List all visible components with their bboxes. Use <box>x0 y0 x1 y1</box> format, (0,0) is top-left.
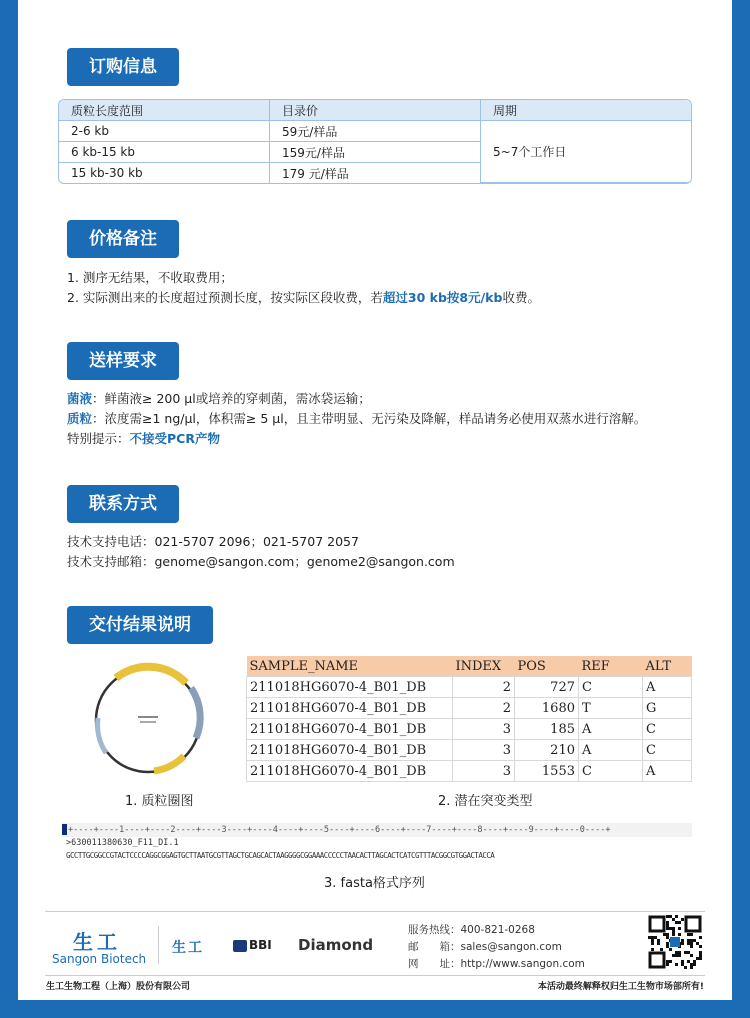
contact-phone: 技术支持电话：021-5707 2096；021-5707 2057 <box>67 534 359 549</box>
qr-module <box>687 960 690 963</box>
map-center-label-2 <box>140 721 156 723</box>
footer-website: 网 址：http://www.sangon.com <box>408 958 585 970</box>
table-row <box>247 740 692 761</box>
qr-module <box>684 966 687 969</box>
alt-cell: A <box>643 677 692 698</box>
header-ref: REF <box>579 656 643 677</box>
index-cell: 2 <box>453 698 515 719</box>
qr-module <box>678 921 681 924</box>
qr-module <box>678 927 681 930</box>
pos-cell: 1680 <box>515 698 579 719</box>
brand-logo-cn: 生工 <box>73 930 121 954</box>
qr-module <box>666 960 669 963</box>
footer-disclaimer: 本活动最终解释权归生工生物市场部所有! <box>537 982 704 992</box>
price-note-2-end: 收费。 <box>502 290 540 305</box>
ref-cell: A <box>579 740 643 761</box>
ruler-cursor <box>62 824 67 835</box>
length-cell: 6 kb-15 kb <box>59 142 270 163</box>
qr-module <box>678 954 681 957</box>
qr-module <box>672 933 675 936</box>
qr-module <box>690 939 693 942</box>
section-title-price-note: 价格备注 <box>67 220 179 258</box>
qr-module <box>687 951 690 954</box>
section-title-contact: 联系方式 <box>67 485 179 523</box>
header-pos: POS <box>515 656 579 677</box>
fasta-sequence: GCCTTGCGGCCGTACTCCCCAGGCGGAGTGCTTAATGCGTTAGCTGCAGCACTAAGGGGCGGAAACCCCCTAACACTTAGCACTCATCGTTTACGGCGTGGACTACCA <box>66 851 495 860</box>
qr-module <box>666 927 669 930</box>
price-note-2-highlight: 超过30 kb按8元/kb <box>382 290 503 305</box>
sample-cell: 211018HG6070-4_B01_DB <box>247 761 453 782</box>
qr-module <box>693 963 696 966</box>
ruler-text: +----+----1----+----2----+----3----+----4----+----5----+----6----+----7----+----8----+----9----+----0----+ <box>68 825 611 835</box>
qr-module <box>666 963 669 966</box>
qr-module <box>678 933 681 936</box>
ref-cell: C <box>579 761 643 782</box>
length-cell: 2-6 kb <box>59 121 270 142</box>
fasta-header: >630011380630_F11_DI.1 <box>66 838 179 848</box>
footer-hotline: 服务热线：400-821-0268 <box>408 924 535 936</box>
price-note-2-text: 2. 实际测出来的长度超过预测长度，按实际区段收费，若 <box>67 290 383 305</box>
feature-arc-yellow-2 <box>154 756 184 771</box>
index-cell: 3 <box>453 719 515 740</box>
table-row <box>247 719 692 740</box>
qr-module <box>699 945 702 948</box>
qr-module <box>666 924 669 927</box>
feature-arc-yellow <box>116 667 186 683</box>
index-cell: 2 <box>453 677 515 698</box>
footer-email: 邮 箱：sales@sangon.com <box>408 941 562 953</box>
qr-module <box>690 963 693 966</box>
qr-module <box>669 948 672 951</box>
qr-module <box>672 954 675 957</box>
bbi-logo <box>233 938 272 952</box>
qr-module <box>675 951 678 954</box>
qr-module <box>666 942 669 945</box>
qr-module <box>690 954 693 957</box>
qr-module <box>693 960 696 963</box>
header-index: INDEX <box>453 656 515 677</box>
qr-module <box>699 957 702 960</box>
alt-cell: A <box>643 761 692 782</box>
qr-module <box>657 942 660 945</box>
price-note-2 <box>67 288 540 308</box>
qr-module <box>681 960 684 963</box>
alt-cell: G <box>643 698 692 719</box>
sample-bacteria <box>67 389 371 409</box>
bbi-logo-text: BBI <box>249 938 272 952</box>
qr-module <box>687 942 690 945</box>
qr-module <box>672 927 675 930</box>
qr-module <box>678 951 681 954</box>
sample-cell: 211018HG6070-4_B01_DB <box>247 677 453 698</box>
map-center-label <box>138 716 158 718</box>
table-row <box>247 761 692 782</box>
logo-divider <box>158 926 159 964</box>
header-length-range: 质粒长度范围 <box>59 100 270 121</box>
qr-module <box>669 960 672 963</box>
section-title-delivery: 交付结果说明 <box>67 606 213 644</box>
qr-module <box>681 942 684 945</box>
qr-module <box>681 918 684 921</box>
qr-module <box>675 954 678 957</box>
pos-cell: 1553 <box>515 761 579 782</box>
footer-company: 生工生物工程（上海）股份有限公司 <box>46 982 191 992</box>
qr-module <box>681 939 684 942</box>
period-cell: 5~7个工作日 <box>481 121 691 183</box>
qr-module <box>666 921 669 924</box>
pos-cell: 185 <box>515 719 579 740</box>
table-header-row <box>59 100 691 121</box>
header-period: 周期 <box>481 100 691 121</box>
ref-cell: T <box>579 698 643 719</box>
brand-logo-en: Sangon Biotech <box>52 952 147 966</box>
qr-module <box>651 939 654 942</box>
qr-module <box>651 936 654 939</box>
special-highlight: 不接受PCR产物 <box>129 431 220 446</box>
price-cell: 179 元/样品 <box>270 163 481 183</box>
bacteria-text: ：鲜菌液≥ 200 μl或培养的穿刺菌，需冰袋运输； <box>92 391 371 406</box>
qr-code <box>648 915 702 969</box>
bbi-logo-icon <box>233 940 247 952</box>
price-cell: 159元/样品 <box>270 142 481 163</box>
header-list-price: 目录价 <box>270 100 481 121</box>
footer-divider-top <box>45 911 705 912</box>
qr-module <box>666 915 669 918</box>
qr-module <box>690 933 693 936</box>
qr-module <box>696 957 699 960</box>
qr-module <box>681 963 684 966</box>
alt-cell: C <box>643 740 692 761</box>
qr-module <box>654 936 657 939</box>
qr-module <box>672 918 675 921</box>
qr-module <box>675 915 678 918</box>
footer-divider-bottom <box>45 975 705 976</box>
price-note-1: 1. 测序无结果，不收取费用； <box>67 270 233 285</box>
table-row <box>247 698 692 719</box>
plasmid-map <box>76 658 226 778</box>
sample-plasmid <box>67 409 646 429</box>
feature-arc-grey <box>191 688 200 738</box>
qr-module <box>669 915 672 918</box>
mutation-table <box>246 656 692 782</box>
pos-cell: 727 <box>515 677 579 698</box>
table-row <box>247 677 692 698</box>
qr-module <box>666 933 669 936</box>
brand-logo-sangon: 生工 <box>172 940 204 956</box>
ref-cell: C <box>579 677 643 698</box>
qr-module <box>657 939 660 942</box>
sample-cell: 211018HG6070-4_B01_DB <box>247 698 453 719</box>
bacteria-label: 菌液 <box>67 391 93 406</box>
qr-module <box>669 927 672 930</box>
index-cell: 3 <box>453 761 515 782</box>
qr-module <box>687 939 690 942</box>
ref-cell: A <box>579 719 643 740</box>
qr-module <box>666 936 669 939</box>
alt-cell: C <box>643 719 692 740</box>
qr-module <box>690 942 693 945</box>
qr-module <box>699 954 702 957</box>
feature-arc-blue <box>98 718 106 753</box>
qr-module <box>690 966 693 969</box>
sample-cell: 211018HG6070-4_B01_DB <box>247 719 453 740</box>
qr-module <box>663 933 666 936</box>
qr-module <box>699 951 702 954</box>
section-title-sample: 送样要求 <box>67 342 179 380</box>
diamond-logo: Diamond <box>298 936 374 954</box>
qr-module <box>660 948 663 951</box>
pos-cell: 210 <box>515 740 579 761</box>
caption-mutation: 2. 潜在突变类型 <box>438 794 533 809</box>
qr-module <box>693 939 696 942</box>
contact-email: 技术支持邮箱：genome@sangon.com；genome2@sangon.com <box>67 554 455 569</box>
special-label: 特别提示： <box>67 431 130 446</box>
plasmid-text: ：浓度需≥1 ng/μl，体积需≥ 5 μl，且主带明显、无污染及降解，样品请务必使用双蒸水进行溶解。 <box>92 411 647 426</box>
sample-cell: 211018HG6070-4_B01_DB <box>247 740 453 761</box>
fasta-ruler <box>62 823 692 837</box>
qr-module <box>675 921 678 924</box>
qr-module <box>684 951 687 954</box>
qr-module <box>672 930 675 933</box>
qr-module <box>675 963 678 966</box>
qr-module <box>666 945 669 948</box>
qr-module <box>648 936 651 939</box>
table-header-row <box>247 656 692 677</box>
index-cell: 3 <box>453 740 515 761</box>
qr-module <box>651 948 654 951</box>
qr-module <box>699 936 702 939</box>
table-row <box>59 121 691 142</box>
qr-module <box>687 933 690 936</box>
qr-module <box>690 945 693 948</box>
length-cell: 15 kb-30 kb <box>59 163 270 183</box>
price-cell: 59元/样品 <box>270 121 481 142</box>
sample-special <box>67 429 220 449</box>
section-title-order: 订购信息 <box>67 48 179 86</box>
price-table <box>58 99 692 184</box>
qr-module <box>696 942 699 945</box>
page <box>18 0 732 1000</box>
caption-plasmid-map: 1. 质粒圈图 <box>125 794 194 809</box>
qr-center-logo <box>670 937 680 947</box>
plasmid-label: 质粒 <box>67 411 93 426</box>
header-alt: ALT <box>643 656 692 677</box>
qr-module <box>651 942 654 945</box>
header-sample-name: SAMPLE_NAME <box>247 656 453 677</box>
caption-fasta: 3. fasta格式序列 <box>324 876 425 891</box>
